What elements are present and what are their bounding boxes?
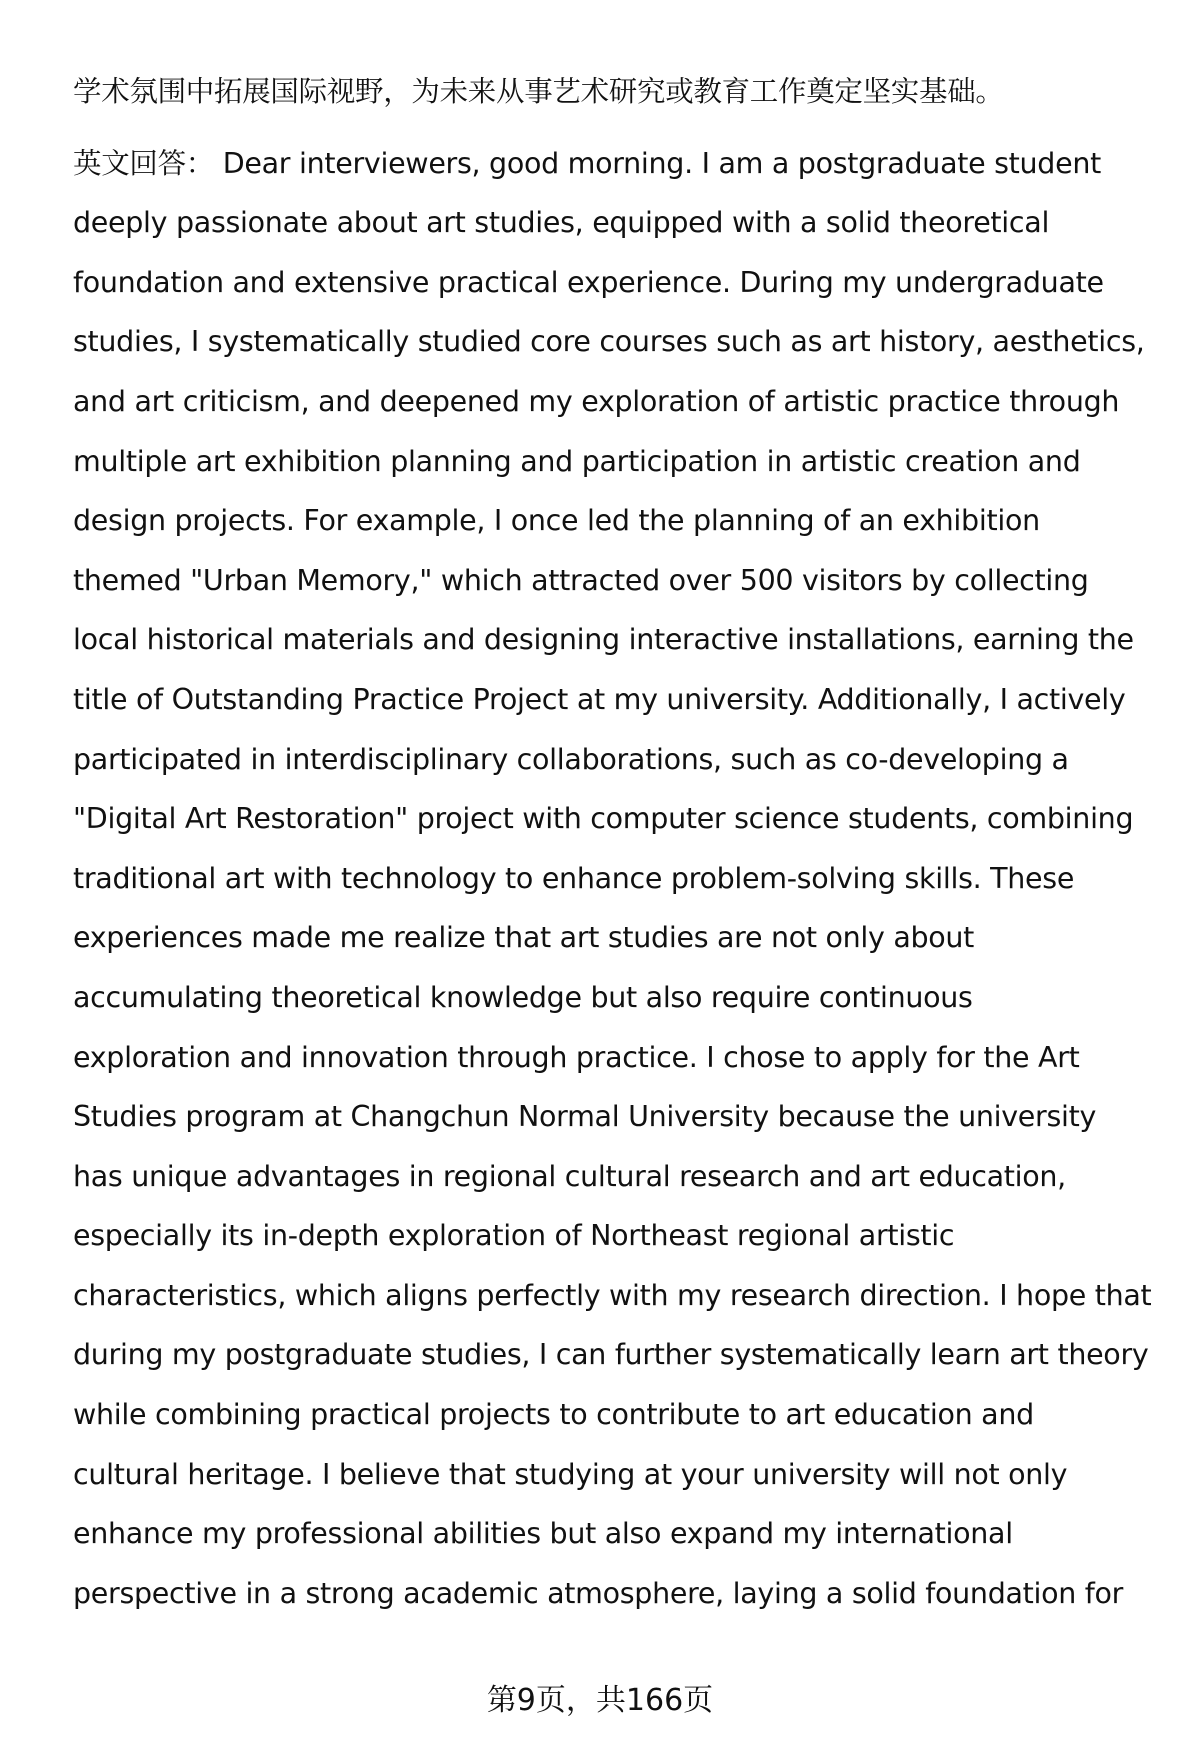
page-number: 第9页，共166页 — [486, 1683, 714, 1718]
paragraph-line: title of Outstanding Practice Project at my university. Additionally, I actively — [73, 682, 1126, 716]
paragraph-line: has unique advantages in regional cultural research and art education, — [73, 1159, 1066, 1193]
paragraph-line: multiple art exhibition planning and participation in artistic creation and — [73, 444, 1081, 478]
paragraph-line: traditional art with technology to enhance problem-solving skills. These — [73, 861, 1075, 895]
paragraph-line: participated in interdisciplinary collaborations, such as co-developing a — [73, 742, 1069, 776]
paragraph-line: "Digital Art Restoration" project with computer science students, combining — [73, 802, 1134, 836]
paragraph-line: local historical materials and designing interactive installations, earning the — [73, 623, 1134, 657]
paragraph-line: while combining practical projects to contribute to art education and — [73, 1398, 1034, 1432]
paragraph-line: and art criticism, and deepened my exploration of artistic practice through — [73, 384, 1120, 418]
paragraph-line: especially its in-depth exploration of Northeast regional artistic — [73, 1219, 955, 1253]
paragraph-line: perspective in a strong academic atmosphere, laying a solid foundation for — [73, 1576, 1124, 1610]
paragraph-line: design projects. For example, I once led the planning of an exhibition — [73, 504, 1040, 538]
paragraph-line: 英文回答： Dear interviewers, good morning. I am a postgraduate student — [73, 146, 1101, 180]
paragraph-line: exploration and innovation through practice. I chose to apply for the Art — [73, 1040, 1080, 1074]
paragraph-line: foundation and extensive practical experience. During my undergraduate — [73, 265, 1104, 299]
paragraph-line: characteristics, which aligns perfectly with my research direction. I hope that — [73, 1278, 1152, 1312]
document-body — [73, 62, 1163, 1623]
paragraph-line: accumulating theoretical knowledge but also require continuous — [73, 980, 973, 1014]
paragraph-line: deeply passionate about art studies, equipped with a solid theoretical — [73, 206, 1050, 240]
paragraph-line: studies, I systematically studied core courses such as art history, aesthetics, — [73, 325, 1145, 359]
paragraph-line: cultural heritage. I believe that studying at your university will not only — [73, 1457, 1068, 1491]
paragraph-line: themed "Urban Memory," which attracted over 500 visitors by collecting — [73, 563, 1089, 597]
paragraph-line: during my postgraduate studies, I can further systematically learn art theory — [73, 1338, 1149, 1372]
paragraph-line-chinese: 学术氛围中拓展国际视野，为未来从事艺术研究或教育工作奠定坚实基础。 — [73, 75, 1004, 108]
paragraph-line: Studies program at Changchun Normal University because the university — [73, 1100, 1097, 1134]
paragraph-line: enhance my professional abilities but also expand my international — [73, 1517, 1013, 1551]
paragraph-line: experiences made me realize that art studies are not only about — [73, 921, 975, 955]
